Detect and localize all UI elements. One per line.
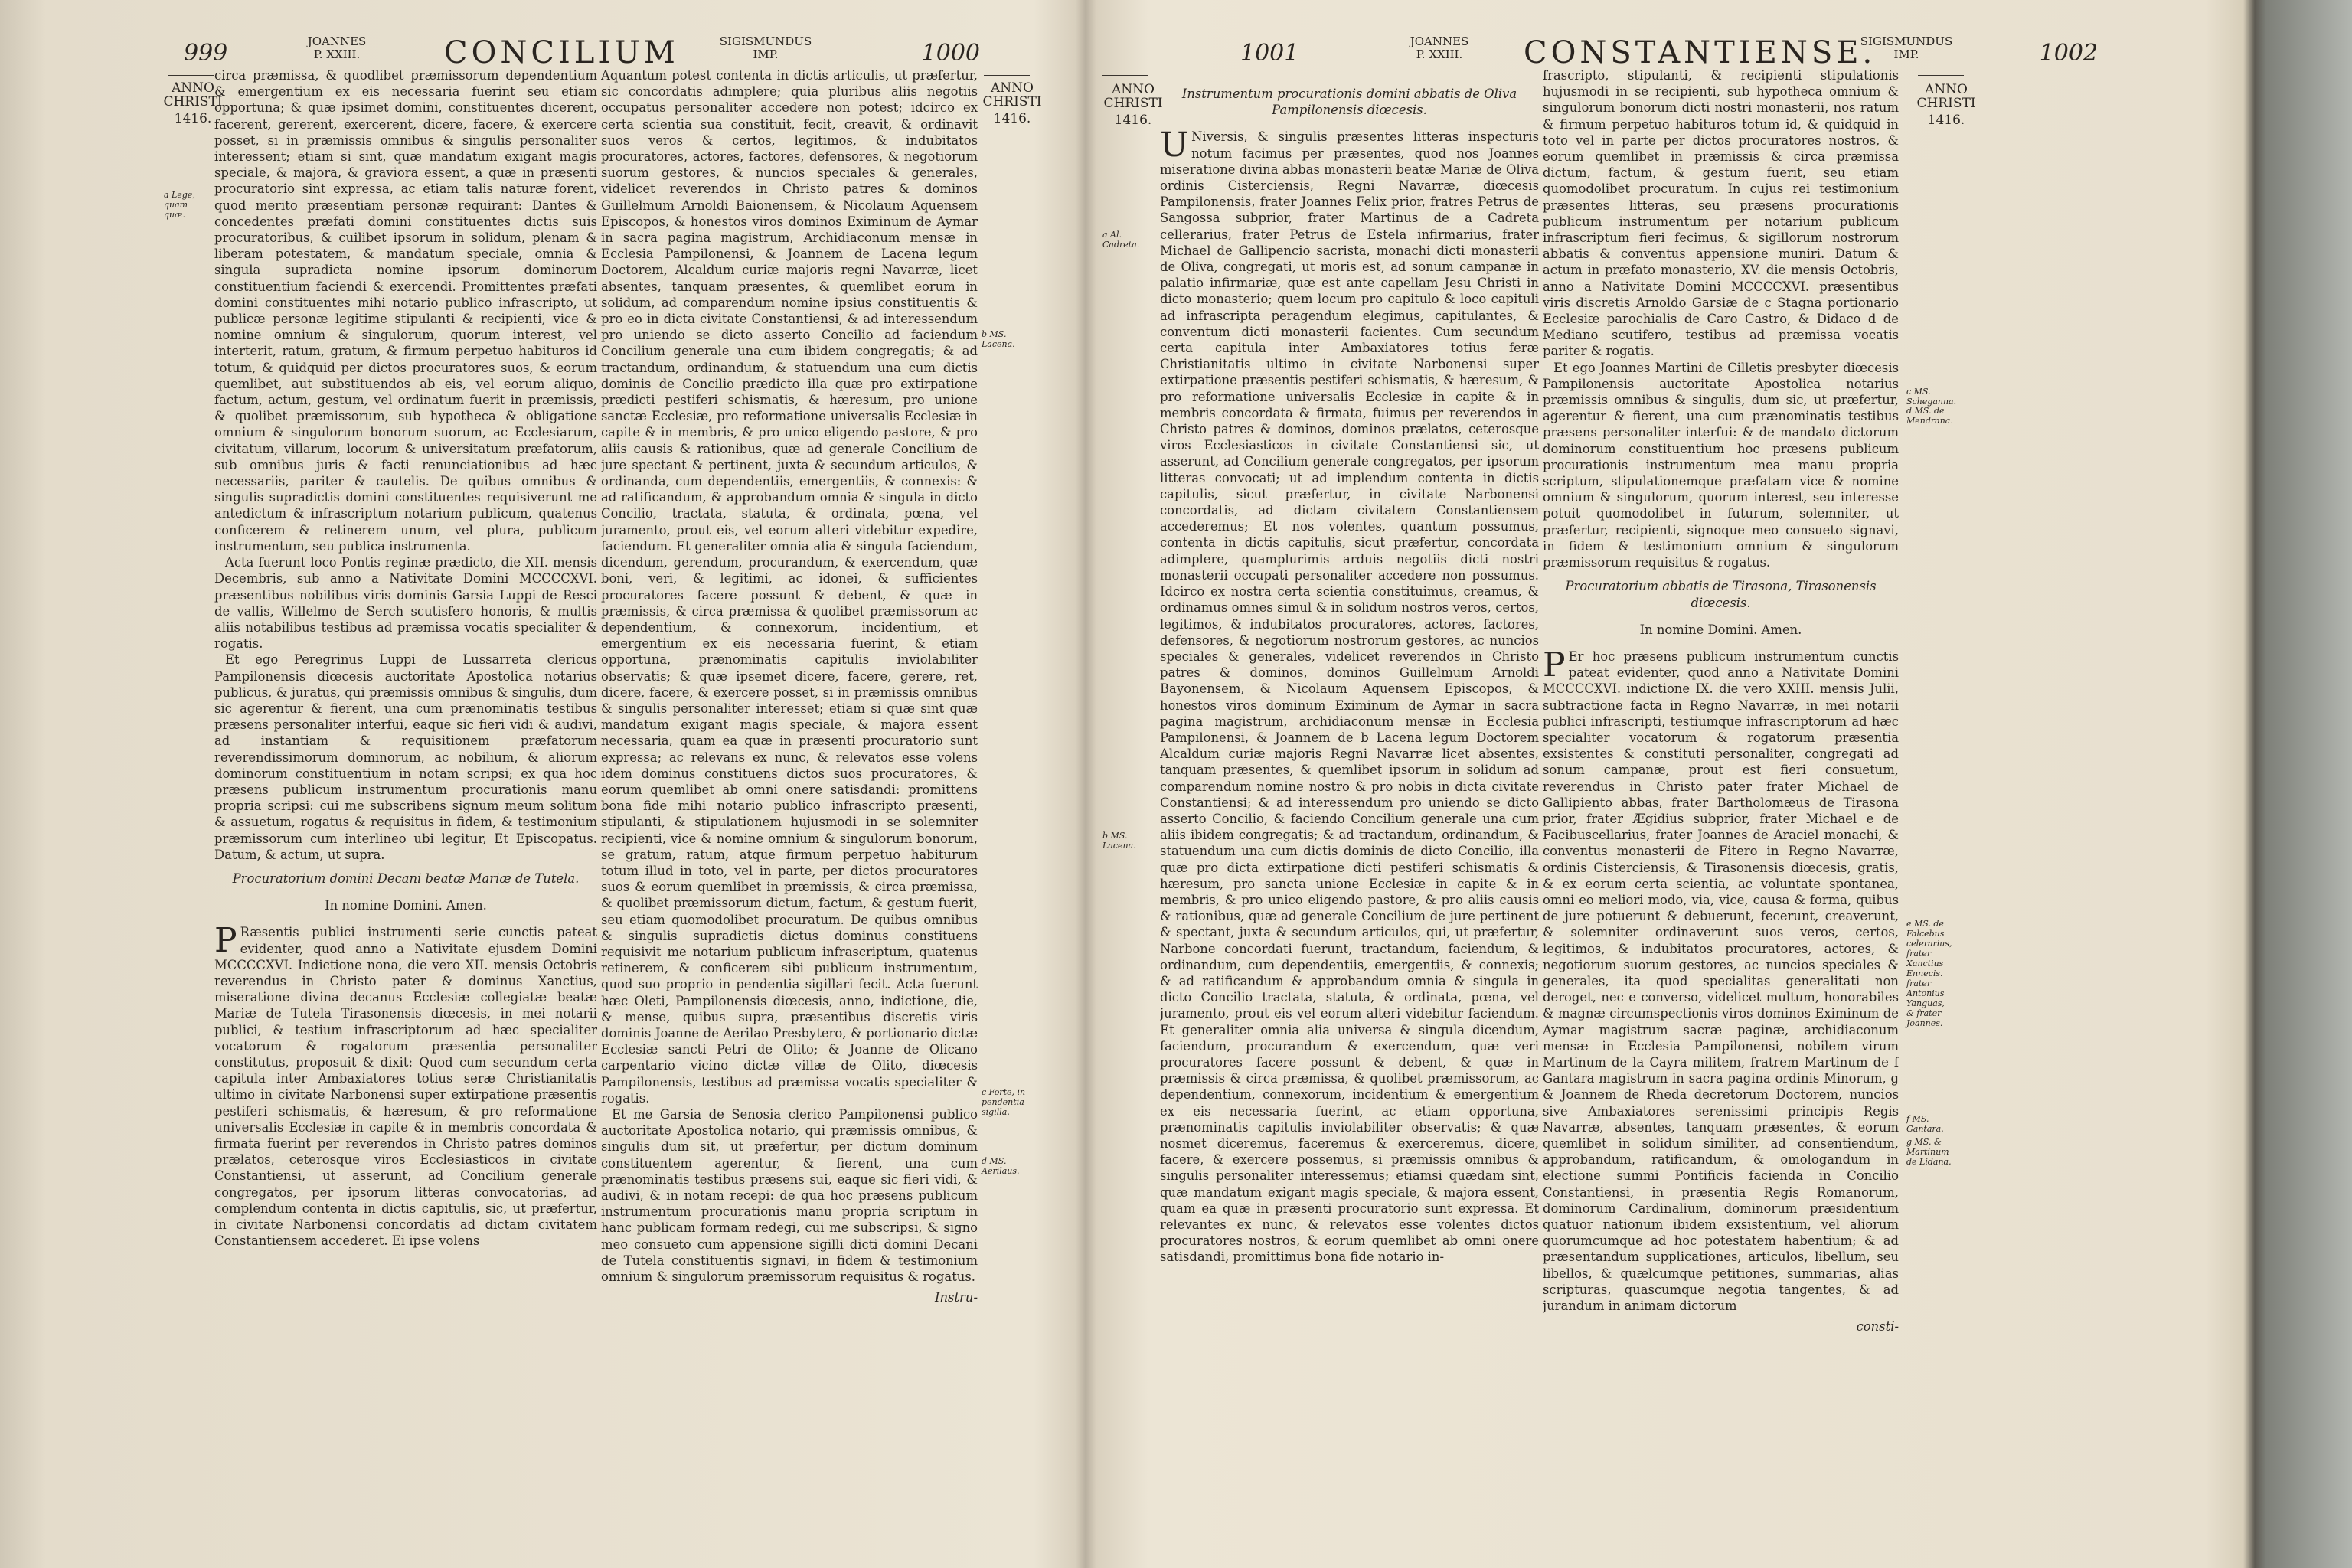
margin-note-b: b MS. Lacena.	[982, 329, 1015, 349]
paragraph: Et ego Peregrinus Luppi de Lussarreta clericus Pampilonensis diœcesis auctoritate Apostolica notarius publicus, & juratus, qui præmissis omnibus & singulis, dum sic agerentur & fierent, una cum prænominatis testibus præsens personaliter interfui, eaque sic fieri vidi & audivi, ad instantiam & requisitionem præfatorum reverendissimorum dominorum, ac nobilium, & aliorum dominorum constituentium in notam scripsi; ex qua hoc præsens publicum instrumentum procurationis manu propria scripsi: cui me subscribens signum meum solitum & assuetum, rogatus & requisitus in fidem, & testimonium præmissorum cum interlineo ubi legitur, Et Episcopatus. Datum, & actum, ut supra.	[214, 652, 597, 862]
paragraph-text: Niversis, & singulis præsentes litteras inspecturis notum facimus per præsentes, quod nos Joannes miseratione divina abbas monasterii beatæ Mariæ de Oliva ordinis Cisterciensis, Regni Navarræ, diœcesis Pampilonensis, frater Joannes Felix prior, fratres Petrus de Sangossa subprior, frater Martinus de a Cadreta cellerarius, frater Petrus de Estela infirmarius, frater Michael de Gallipencio sacrista, monachi dicti monasterii de Oliva, congregati, ut moris est, ad sonum campanæ in palatio infirmariæ, quæ est ante capellam Jesu Christi in dicto monasterio; quem locum pro capitulo & loco capituli ad infrascripta peragendum elegimus, capitulantes, & conventum dicti monasterii facientes. Cum secundum certa capitula inter Ambaxiatores totius feræ Christianitatis ultimo in civitate Narbonensi super extirpatione præsentis pestiferi schismatis, & hæresum, & pro reformatione universalis Ecclesiæ in capite & in membris concordata & firmata, fuimus per reverendos in Christo patres & dominos, dominos prælatos, ceterosque viros Ecclesiasticos in civitate Constantiensi sic, ut asserunt, ad Concilium generale congregatos, per ipsorum litteras convocati; ut ad implendum contenta in dictis capitulis, sicut præfertur, in civitate Narbonensi concordatis, ad dictam civitatem Constantiensem accederemus; Et nos volentes, quantum possumus, contenta in dictis capitulis, sicut præfertur, concordata adimplere, quamplurimis arduis negotiis dicti nostri monasterii occupati personaliter accedere non possumus. Idcirco ex nostra certa scientia constituimus, creamus, & ordinamus omnes simul & in solidum nostros veros, certos, legitimos, & indubitatos procuratores, actores, factores, defensores, & negotiorum nostrorum gestores, ac nuncios speciales & generales, videlicet reverendos in Christo patres & dominos, dominos Guillelmum Arnoldi Bayonensem, & Nicolaum Aquensem Episcopos, & honestos viros dominum Eximinum de Aymar in sacra pagina magistrum, archidiaconum mensæ in Ecclesia Pampilonensi, & Joannem de b Lacena legum Doctorem Alcaldum curiæ majoris Regni Navarræ licet absentes, tanquam præsentes, & quemlibet ipsorum in solidum ad comparendum nomine nostro & pro nobis in dicta civitate Constantiensi; & ad interessendum pro uniendo se dicto asserto Concilio, & faciendo Concilium generale una cum aliis ibidem congregatis; & ad tractandum, ordinandum, & statuendum una cum dictis dominis de dicto Concilio, illa quæ pro dicta extirpatione dicti pestiferi schismatis & hæresum, pro sancta unione Ecclesiæ in capite & in membris, & pro unico eligendo pastore, & pro aliis causis & rationibus, quæ ad generale Concilium de jure pertinent & spectant, juxta & secundum articulos, qui, ut præfertur, Narbone concordati fuerunt, tractandum, faciendum, & ordinandum, cum dependentiis, emergentiis, & connexis; & ad ratificandum & approbandum omnia & singula in dicto Concilio tractata, statuta, & ordinata, pœna, vel juramento, prout eis vel eorum alteri videbitur faciendum. Et generaliter omnia alia universa & singula dicendum, faciendum, procurandum & exercendum, quæ veri procuratores facere possunt & debent, & quæ in præmissis & circa præmissa, & quolibet præmissorum, ac dependentium, connexorum, incidentium & emergentium ex eis necessaria fuerint, ac etiam opportuna, prænominatis capitulis inviolabiliter observatis; & quæ nosmet diceremus, faceremus & exerceremus, dicere, facere, & exercere possemus, si præmissis omnibus & singulis personaliter interessemus; etiamsi quædam sint, quæ mandatum exigant magis speciale, & majora essent, quam ea quæ in præsenti procuratorio sunt expressa. Et relevantes ex nunc, & relevatos esse volentes dictos procuratores nostros, & eorum quemlibet ab omni onere satisdandi, promittimus bona fide notario in-	[1160, 129, 1539, 1265]
margin-note-e: e MS. de Falcebus celerarius, frater Xanctius Ennecis. frater Antonius Yanguas, & frater Joannes.	[1906, 919, 1952, 1028]
paragraph	[1160, 126, 1539, 1265]
anno-christi-right: ANNO CHRISTI	[982, 80, 1042, 109]
margin-note-c: c Forte, in pendentia sigilla.	[982, 1087, 1026, 1117]
paragraph-text: Ræsentis publici instrumenti serie cunctis pateat evidenter, quod anno a Nativitate ejusdem Domini MCCCCXVI. Indictione nona, die vero XII. mensis Octobris reverendus in Christo pater & dominus Xanctius, miseratione divina decanus Ecclesiæ collegiatæ beatæ Mariæ de Tutela Tirasonensis diœcesis, in mei notarii publici, & testium infrascriptorum ad hæc specialiter vocatorum & rogatorum præsentia personaliter constitutus, proposuit & dixit: Quod cum secundum certa capitula inter Ambaxiatores totius seræ Christianitatis ultimo in civitate Narbonensi super extirpatione præsentis pestiferi schismatis, & hæresum, & pro reformatione universalis Ecclesiæ in capite & in membris concordata & firmata fuerint per reverendos in Christo patres dominos prælatos, ceterosque viros Ecclesiasticos in civitate Constantiensi, ut asserunt, ad Concilium generale congregatos, per ipsorum litteras convocatorias, ad complendum contenta in dictis capitulis, sic, ut præfertur, in civitate Narbonensi concordatis ad dictam civitatem Constantiensem accederet. Ei ipse volens	[214, 925, 597, 1249]
drop-cap: U	[1160, 126, 1189, 165]
margin-note-a: a Lege, quam quæ.	[164, 190, 195, 220]
anno-christi-left: ANNO CHRISTI	[1103, 82, 1163, 111]
drop-cap: P	[214, 921, 237, 961]
header-rule	[1102, 75, 1148, 76]
invocation: In nomine Domini. Amen.	[1639, 622, 1802, 637]
catchword: consti-	[1856, 1319, 1899, 1334]
margin-note-b: b MS. Lacena.	[1102, 831, 1136, 851]
running-head-pope: JOANNES P. XXIII.	[307, 34, 367, 61]
paragraph	[1543, 645, 1899, 1314]
page-number-1001: 1001	[1240, 40, 1299, 67]
paragraph: frascripto, stipulanti, & recipienti stipulationis hujusmodi in se recipienti, sub hypotheca omnium & singulorum bonorum dicti nostri monasterii, nos ratum & firmum perpetuo habituros totum id, & quidquid in toto vel in parte per dictos procuratores nostros, & eorum quemlibet in præmissis & circa præmissa dictum, factum, & gestum fuerit, seu etiam quomodolibet procuratum. In cujus rei testimonium præsentes litteras, seu præsens procurationis publicum instrumentum per notarium publicum infrascriptum fieri fecimus, & sigillorum nostrorum abbatis & conventus appensione muniri. Datum & actum in præfato monasterio, XV. die mensis Octobris, anno a Nativitate Domini MCCCCXVI. præsentibus viris discretis Arnoldo Garsiæ de c Stagna portionario Ecclesiæ parochialis de Caro Castro, & Didaco d de Mediano scutifero, testibus ad præmissa vocatis pariter & rogatis.	[1543, 68, 1899, 359]
header-rule	[1918, 75, 1964, 76]
anno-year-right: 1416.	[993, 111, 1031, 126]
invocation: In nomine Domini. Amen.	[325, 898, 487, 913]
header-rule	[168, 75, 214, 76]
left-column-2	[601, 67, 978, 1549]
page-number-1002: 1002	[2039, 40, 2098, 67]
anno-year-right: 1416.	[1927, 113, 1965, 128]
margin-note-c: c MS. Scheganna.	[1906, 387, 1957, 407]
catchword: Instru-	[935, 1290, 978, 1305]
paragraph: Aquantum potest contenta in dictis articulis, ut præfertur, sic concordatis adimplere; quia pluribus aliis negotiis occupatus personaliter accedere non potest; idcirco ex certa scientia sua constituit, fecit, creavit, & ordinavit suos veros & certos, legitimos, & indubitatos procuratores, actores, factores, defensores, & negotiorum suorum gestores, & nuncios speciales & generales, videlicet reverendos in Christo patres & dominos Guillelmum Arnoldi Baionensem, & Nicolaum Aquensem Episcopos, & honestos viros dominos Eximinum de Aymar in sacra pagina magistrum, Archidiaconum mensæ in Ecclesia Pampilonensi, & Joannem de Lacena legum Doctorem, Alcaldum curiæ majoris regni Navarræ, licet absentes, tanquam præsentes, & quemlibet eorum in solidum, ad comparendum nomine ipsius constituentis & pro eo in dicta civitate Constantiensi, & ad interessendum pro uniendo se dicto asserto Concilio ad faciendum Concilium generale una cum ibidem congregatis; & ad tractandum, ordinandum, & statuendum una cum dictis dominis de Concilio prædicto illa quæ pro extirpatione prædicti pestiferi schismatis, & hæresum, pro unione sanctæ Ecclesiæ, pro reformatione universalis Ecclesiæ in capite & in membris, & pro unico eligendo pastore, & pro aliis causis & rationibus, quæ ad generale Concilium de jure spectant & pertinent, juxta & secundum articulos, & ordinanda, cum dependentiis, emergentiis, & connexis: & ad ratificandum, & approbandum omnia & singula in dicto Concilio, tractata, statuta, & ordinata, pœna, vel juramento, prout eis, vel eorum alteri videbitur expedire, faciendum. Et generaliter omnia alia & singula faciendum, dicendum, gerendum, procurandum, & exercendum, quæ boni, veri, & legitimi, ac idonei, & sufficientes procuratores facere possunt & debent, & quæ in præmissis, & circa præmissa & quolibet præmissorum ac dependentium, & connexorum, incidentium, et emergentium ex eis necessaria fuerint, & etiam opportuna, prænominatis capitulis inviolabiliter observatis; & quæ ipsemet dicere, facere, gerere, ret, dicere, facere, & exercere posset, si in præmissis omnibus & singulis personaliter interesset; etiam si quæ sint quæ mandatum exigant magis speciale, & majora essent necessaria, quam ea quæ in præsenti procuratorio sunt expressa; ac relevans ex nunc, & relevatos esse volens idem dominus constituens dictos suos procuratores, & eorum quemlibet ab omni onere satisdandi: promittens bona fide mihi notario publico infrascripto præsenti, stipulanti, & stipulationem hujusmodi in se solemniter recipienti, vice & nomine omnium & singulorum bonorum, se gratum, ratum, atque firmum perpetuo habiturum totum illud in toto, vel in parte, per dictos procuratores suos & eorum quemlibet in præmissis, & circa præmissa, & quolibet præmissorum dictum, factum, & gestum fuerit, seu etiam quomodolibet procuratum. De quibus omnibus & singulis supradictis dictus dominus constituens requisivit me notarium publicum infrascriptum, quatenus retinerem, & conficerem sibi publicum instrumentum, quod suo proprio in pendentia sigillari fecit. Acta fuerunt hæc Oleti, Pampilonensis diœcesis, anno, indictione, die, & mense, quibus supra, præsentibus discretis viris dominis Joanne de Aerilao Presbytero, & portionario dictæ Ecclesiæ sancti Petri de Olito; & Joanne de Olicano carpentario vicino dictæ villæ de Olito, diœcesis Pampilonensis, testibus ad præmissa vocatis specialiter & rogatis.	[601, 68, 978, 1106]
running-head-emperor: SIGISMUNDUS IMP.	[1860, 34, 1953, 61]
margin-note-f: f MS. Gantara.	[1906, 1114, 1944, 1134]
paragraph: Et me Garsia de Senosia clerico Pampilonensi publico auctoritate Apostolica notario, qui præmissis omnibus, & singulis dum sit, ut præfertur, per dictum dominum constituentem agerentur, & fierent, una cum prænominatis testibus præsens sui, eaque sic fieri vidi, & audivi, & in notam recepi: de qua hoc præsens publicum instrumentum procurationis manu propria scriptum in hanc publicam formam redegi, cui me subscripsi, & signo meo consueto cum appensione sigilli dicti domini Decani de Tutela constituentis signavi, in fidem & testimonium omnium & singulorum præmissorum requisitus & rogatus.	[601, 1107, 978, 1285]
page-number-1000: 1000	[921, 40, 980, 67]
running-head-emperor: SIGISMUNDUS IMP.	[719, 34, 812, 61]
anno-christi-right: ANNO CHRISTI	[1916, 82, 1976, 111]
paragraph: circa præmissa, & quodlibet præmissorum dependentium & emergentium ex eis necessaria fuerint seu etiam opportuna; & quæ ipsimet domini, constituentes dicerent, facerent, gererent, exercerent, dicere, facere, & exercere posset, si in præmissis omnibus & singulis personaliter interessent; etiam si sint, quæ mandatum exigant magis speciale, & majora, & graviora essent, a quæ in præsenti procuratorio sint expressa, ac etiam talis naturæ forent, quod merito præsentiam personæ requirant: Dantes & concedentes præfati domini constituentes dictis suis procuratoribus, & cuilibet ipsorum in solidum, plenam & liberam potestatem, & mandatum speciale, omnia & singula supradicta nomine ipsorum dominorum constituentium faciendi & exercendi. Promittentes præfati domini constituentes mihi notario publico infrascripto, ut publicæ personæ legitime stipulanti & recipienti, vice & nomine omnium & singulorum, quorum interest, vel interterit, ratum, gratum, & firmum perpetuo habituros id totum, & quidquid per dictos procuratores suos, & eorum quemlibet, aut substituendos ab eis, vel eorum aliquo, factum, actum, gestum, vel ordinatum fuerit in præmissis, & quolibet præmissorum, sub hypotheca & obligatione omnium & singulorum bonorum suorum, ac Ecclesiarum, civitatum, villarum, locorum & universitatum præfatorum, sub omnibus juris & facti renunciationibus ad hæc necessariis, pariter & cautelis. De quibus omnibus & singulis supradictis domini constituentes requisiverunt me antedictum & infrascriptum notarium publicum, quatenus conficerem & retinerem unum, vel plura, publicum instrumentum, seu publica instrumenta.	[214, 68, 597, 554]
rubric-heading: Instrumentum procurationis domini abbatis de Oliva Pampilonensis diœcesis.	[1181, 87, 1517, 118]
margin-note-g: g MS. & Martinum de Lidana.	[1906, 1137, 1952, 1167]
paragraph: Et ego Joannes Martini de Cilletis presbyter diœcesis Pampilonensis auctoritate Apostolica notarius præmissis omnibus & singulis, dum sic, ut præfertur, agerentur & fierent, una cum prænominatis testibus præsens personaliter interfui: & de mandato dictorum dominorum constituentium hoc præsens publicum procurationis instrumentum mea manu propria scriptum, stipulationemque præfatam vice & nomine omnium & singulorum, quorum interest, seu interesse potuit quomodolibet in futurum, solemniter, ut præfertur, recipienti, signoque meo consueto signavi, in fidem & testimonium omnium & singulorum præmissorum requisitus & rogatus.	[1543, 360, 1899, 570]
right-page	[1087, 0, 2251, 1568]
running-head-title: CONCILIUM	[444, 35, 679, 70]
anno-christi-left: ANNO CHRISTI	[163, 80, 223, 109]
page-number-999: 999	[184, 40, 228, 67]
running-head-title: CONSTANTIENSE.	[1524, 35, 1877, 70]
drop-cap: P	[1543, 645, 1566, 684]
left-page	[0, 0, 1080, 1568]
margin-note-d: d MS. de Mendrana.	[1906, 406, 1953, 426]
paragraph-text: Er hoc præsens publicum instrumentum cunctis pateat evidenter, quod anno a Nativitate Domini MCCCCXVI. indictione IX. die vero XXIII. mensis Julii, subtractione facta in Regno Navarræ, in mei notarii publici infrascripti, testiumque infrascriptorum ad hæc specialiter vocatorum & rogatorum præsentia exsistentes & constituti personaliter, congregati ad sonum campanæ, prout est fieri consuetum, reverendus in Christo pater frater Michael de Gallipiento abbas, frater Bartholomæus de Tirasona prior, frater Ægidius subprior, frater Michael e de Facibuscellarius, frater Joannes de Araciel monachi, & conventus monasterii de Fitero in Regno Navarræ, ordinis Cisterciensis, & Tirasonensis diœcesis, gratis, & ex eorum certa scientia, ac voluntate spontanea, omni eo meliori modo, via, vice, causa & forma, quibus de jure potuerunt & debuerunt, fecerunt, creaverunt, & solemniter ordinaverunt suos veros, certos, legitimos, & indubitatos procuratores, actores, & negotiorum suorum gestores, ac nuncios speciales & generales, ita quod specialitas generalitati non deroget, nec e converso, videlicet multum, honorabiles & magnæ circumspectionis viros dominos Eximinum de Aymar magistrum sacræ paginæ, archidiaconum mensæ in Ecclesia Pampilonensi, nobilem virum Martinum de la Cayra militem, fratrem Martinum de f Gantara magistrum in sacra pagina ordinis Minorum, g & Joannem de Rheda decretorum Doctorem, nuncios sive Ambaxiatores serenissimi principis Regis Navarræ, absentes, tanquam præsentes, & eorum quemlibet in solidum similiter, ad consentiendum, approbandum, ratificandum, & omologandum in electione summi Pontificis facienda in Concilio Constantiensi, in præsentia Regis Romanorum, dominorum Cardinalium, dominorum præsidentium quatuor nationum ibidem exsistentium, vel aliorum quorumcumque ad hoc potestatem habentium; & ad præsentandum supplicationes, articulos, libellum, seu libellos, & quælcumque petitiones, summarias, alias scripturas, quascumque negotia tangentes, & ad jurandum in animam dictorum	[1543, 648, 1899, 1314]
right-column-1	[1160, 67, 1539, 1549]
paragraph	[214, 921, 597, 1249]
paragraph: Acta fuerunt loco Pontis reginæ prædicto, die XII. mensis Decembris, sub anno a Nativitate Domini MCCCCXVI. præsentibus nobilibus viris dominis Garsia Luppi de Resci de vallis, Willelmo de Serch scutisfero honoris, & multis aliis notabilibus testibus ad præmissa vocatis specialiter & rogatis.	[214, 555, 597, 652]
margin-note-a: a Al. Cadreta.	[1102, 230, 1140, 250]
rubric-heading: Procuratorium abbatis de Tirasona, Tirasonensis diœcesis.	[1565, 579, 1877, 610]
anno-year-left: 1416.	[174, 111, 212, 126]
margin-note-d: d MS. Aerilaus.	[982, 1156, 1020, 1176]
rubric-heading: Procuratorium domini Decani beatæ Mariæ de Tutela.	[232, 871, 580, 886]
header-rule	[984, 75, 1030, 76]
running-head-pope: JOANNES P. XXIII.	[1410, 34, 1469, 61]
right-column-2	[1543, 67, 1899, 1549]
left-column-1	[214, 67, 597, 1549]
anno-year-left: 1416.	[1114, 113, 1152, 128]
